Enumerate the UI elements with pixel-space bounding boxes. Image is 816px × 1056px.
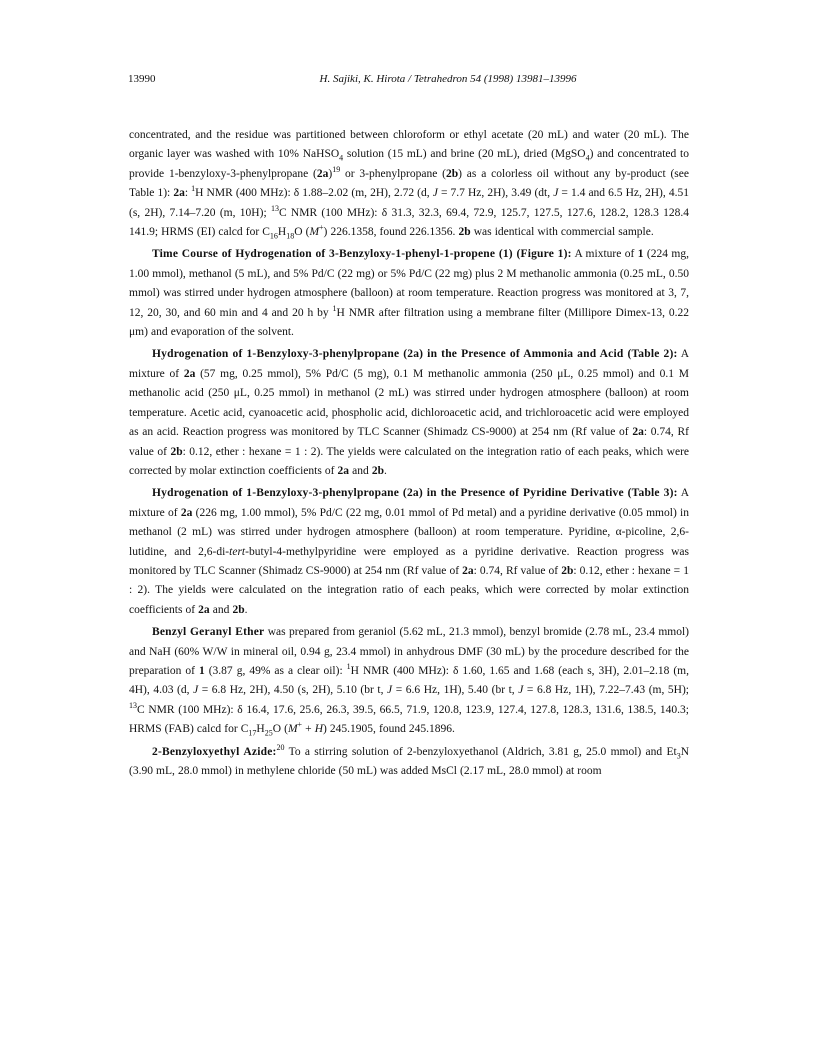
paragraph-time-course: Time Course of Hydrogenation of 3-Benzyloxy-1-phenyl-1-propene (1) (Figure 1): A mixture of 1 (224 mg, 1.00 mmol), methanol (5 mL), and 5% Pd/C (22 mg) or 5% Pd/C (22 mg) plus 2 M methanolic ammonia (0.25 mL, 0.50 mmol) was stirred under hydrogen atmosphere (balloon) at room temperature. Reaction progress was monitored at 3, 7, 12, 20, 30, and 60 min and 4 and 20 h by $^1$H NMR after filtration using a membrane filter (Millipore Dimex-13, 0.22 μm) and evaporation of the solvent. xyxy=(129,248,689,339)
paragraph-pyridine: Hydrogenation of 1-Benzyloxy-3-phenylpropane (2a) in the Presence of Pyridine Derivative (Table 3): A mixture of 2a (226 mg, 1.00 mmol), 5% Pd/C (22 mg, 0.01 mmol of Pd metal) and a pyridine derivative (0.05 mmol) in methanol (2 mL) was stirred under hydrogen atmosphere (balloon) at room temperature. Pyridine, α-picoline, 2,6-lutidine, and 2,6-di-tert-butyl-4-methylpyridine were employed as a pyridine derivative. Reaction progress was monitored by TLC Scanner (Shimadz CS-9000) at 254 nm (Rf value of 2a: 0.74, Rf value of 2b: 0.12, ether : hexane = 1 : 2). The yields were calculated on the integration ratio of each peaks, which were corrected by molar extinction coefficients of 2a and 2b. xyxy=(129,487,690,616)
article-body xyxy=(129,126,689,784)
section-heading: 2-Benzyloxyethyl Azide: xyxy=(152,745,277,758)
section-heading: Time Course of Hydrogenation of 3-Benzyloxy-1-phenyl-1-propene (1) (Figure 1): xyxy=(152,248,572,261)
section-heading: Benzyl Geranyl Ether xyxy=(152,626,265,639)
paragraph-benzyl-geranyl-ether: Benzyl Geranyl Ether was prepared from geraniol (5.62 mL, 21.3 mmol), benzyl bromide (2.78 mL, 23.4 mmol) and NaH (60% W/W in mineral oil, 0.94 g, 23.4 mmol) in anhydrous DMF (30 mL) by the procedure described for the preparation of 1 (3.87 g, 49% as a clear oil): $^1$H NMR (400 MHz): δ 1.60, 1.65 and 1.68 (each s, 3H), 2.01–2.18 (m, 4H), 4.03 (d, J = 6.8 Hz, 2H), 4.50 (s, 2H), 5.10 (br t, J = 6.6 Hz, 1H), 5.40 (br t, J = 6.8 Hz, 1H), 7.22–7.43 (m, 5H); $^{13}$C NMR (100 MHz): δ 16.4, 17.6, 25.6, 26.3, 39.5, 66.5, 71.9, 120.8, 123.9, 127.4, 127.8, 128.3, 131.6, 138.5, 140.3; HRMS (FAB) calcd for $C_{17}H_{25}O$ (M+ + H) 245.1905, found 245.1896. xyxy=(129,626,689,738)
running-head: H. Sajiki, K. Hirota / Tetrahedron 54 (1998) 13981–13996 xyxy=(319,73,577,85)
paragraph-2a-characterization: concentrated, and the residue was partitioned between chloroform or ethyl acetate (20 mL) and water (20 mL). The organic layer was washed with 10% NaHSO$_4$ solution (15 mL) and brine (20 mL), dried (MgSO$_4$) and concentrated to provide 1-benzyloxy-3-phenylpropane $(2a)^{19}$ or 3-phenylpropane (2b) as a colorless oil without any by-product (see Table 1): 2a: $^1$H NMR (400 MHz): δ 1.88–2.02 (m, 2H), 2.72 (d, J = 7.7 Hz, 2H), 3.49 (dt, J = 1.4 and 6.5 Hz, 2H), 4.51 (s, 2H), 7.14–7.20 (m, 10H); $^{13}$C NMR (100 MHz): δ 31.3, 32.3, 69.4, 72.9, 125.7, 127.5, 127.6, 128.2, 128.3 128.4 141.9; HRMS (EI) calcd for $C_{16}H_{18}O$ (M+) 226.1358, found 226.1356. 2b was identical with commercial sample. xyxy=(129,129,689,241)
page-header xyxy=(128,73,708,89)
paragraph-ammonia-acid: Hydrogenation of 1-Benzyloxy-3-phenylpropane (2a) in the Presence of Ammonia and Acid (Table 2): A mixture of 2a (57 mg, 0.25 mmol), 5% Pd/C (5 mg), 0.1 M methanolic ammonia (250 μL, 0.25 mmol) and 0.1 M methanolic acid (250 μL, 0.25 mmol) in methanol (2 mL) was stirred under hydrogen atmosphere (balloon) at room temperature. Acetic acid, cyanoacetic acid, phospholic acid, dichloroacetic acid, and trichloroacetic acid were employed as an acid. Reaction progress was monitored by TLC Scanner (Shimadz CS-9000) at 254 nm (Rf value of 2a: 0.74, Rf value of 2b: 0.12, ether : hexane = 1 : 2). The yields were calculated on the integration ratio of each peaks, which were corrected by molar extinction coefficients of 2a and 2b. xyxy=(129,348,690,477)
page-number: 13990 xyxy=(128,73,156,85)
section-heading: Hydrogenation of 1-Benzyloxy-3-phenylpropane (2a) in the Presence of Pyridine Derivative (Table 3): xyxy=(152,487,678,500)
paragraph-benzyloxyethyl-azide: 2-Benzyloxyethyl Azide:$^{20}$ To a stirring solution of 2-benzyloxyethanol (Aldrich, 3.81 g, 25.0 mmol) and $Et_3N$ (3.90 mL, 28.0 mmol) in methylene chloride (50 mL) was added MsCl (2.17 mL, 28.0 mmol) at room xyxy=(129,742,689,777)
section-heading: Hydrogenation of 1-Benzyloxy-3-phenylpropane (2a) in the Presence of Ammonia and Acid (Table 2): xyxy=(152,348,678,361)
